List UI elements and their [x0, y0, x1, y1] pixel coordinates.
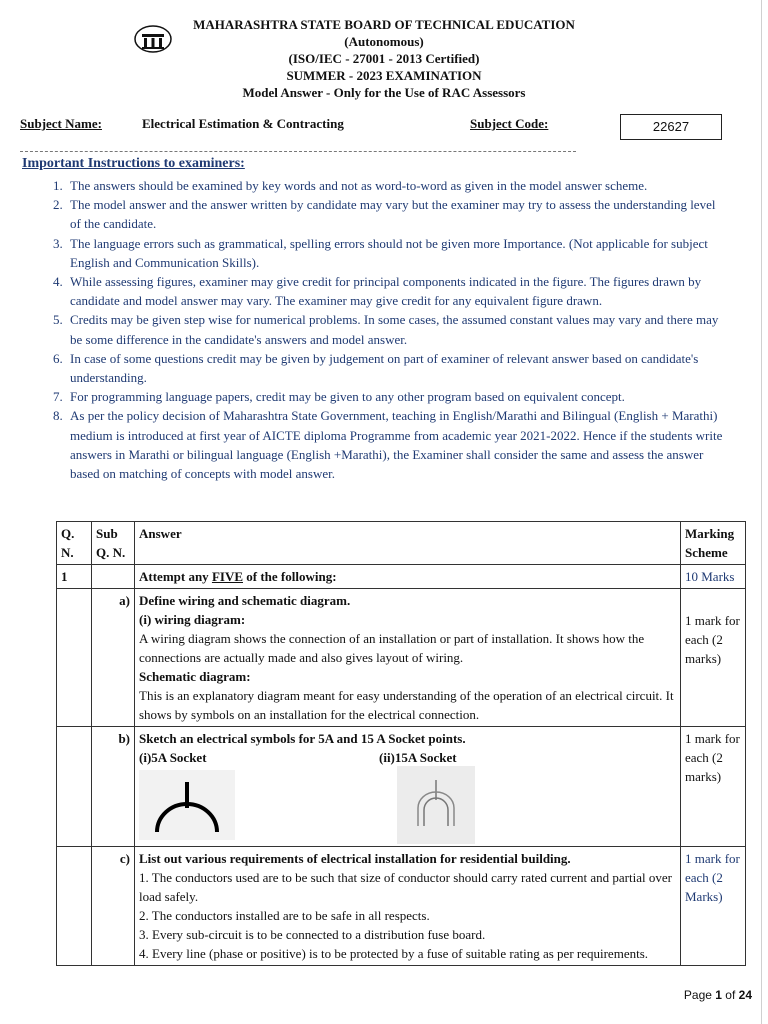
- requirement-item: 4. Every line (phase or positive) is to be protected by a fuse of suitable rating as per requirements.: [139, 946, 649, 961]
- model-answer-table: [56, 521, 746, 966]
- table-row: [57, 589, 746, 727]
- table-row: [57, 565, 746, 589]
- empty-cell: [92, 565, 135, 589]
- requirement-item: 3. Every sub-circuit is to be connected to a distribution fuse board.: [139, 927, 486, 942]
- model-answer-label: Model Answer - Only for the Use of RAC Assessors: [242, 85, 526, 100]
- socket-15a-symbol-icon: [397, 766, 475, 844]
- socket-5a-symbol-icon: [139, 770, 235, 840]
- empty-cell: [57, 727, 92, 847]
- schematic-diagram-title: Schematic diagram:: [139, 669, 251, 684]
- marks-b: 1 mark for each (2 marks): [681, 727, 746, 847]
- header-marking: Marking Scheme: [681, 522, 746, 565]
- instructions-list: [28, 176, 728, 483]
- page-word: Page: [683, 988, 716, 1002]
- question-marks: 10 Marks: [681, 565, 746, 589]
- wiring-diagram-title: (i) wiring diagram:: [139, 612, 246, 627]
- answer-b-title: Sketch an electrical symbols for 5A and 15 A Socket points.: [139, 731, 466, 746]
- sub-question-a: a): [92, 589, 135, 727]
- socket-symbols: [139, 748, 676, 844]
- answer-c: [135, 847, 681, 966]
- schematic-diagram-text: This is an explanatory diagram meant for easy understanding of the operation of an electrical circuit. It shows by symbols on an installation for the electrical connection.: [139, 688, 674, 722]
- subject-name-label: Subject Name:: [20, 116, 102, 131]
- autonomous-label: (Autonomous): [344, 34, 424, 49]
- header-answer: Answer: [135, 522, 681, 565]
- page-total: 24: [738, 988, 752, 1002]
- instruction-item: 3. The language errors such as grammatical, spelling errors should not be given more Importance. (Not applicable for subject English and Communication Skills).: [66, 234, 728, 272]
- wiring-diagram-text: A wiring diagram shows the connection of an installation or part of installation. It shows how the connections are actually made and also gives layout of wiring.: [139, 631, 645, 665]
- header-qn: Q. N.: [57, 522, 92, 565]
- page-number: 1: [715, 988, 722, 1002]
- answer-a-title: Define wiring and schematic diagram.: [139, 593, 351, 608]
- empty-cell: [57, 847, 92, 966]
- instruction-item: 2. The model answer and the answer written by candidate may vary but the examiner may try to assess the understanding level of the candidate.: [66, 195, 728, 233]
- marks-a: 1 mark for each (2 marks): [681, 589, 746, 727]
- page-footer: [684, 988, 752, 1002]
- requirement-item: 1. The conductors used are to be such that size of conductor should carry rated current and partial over load safely.: [139, 870, 672, 904]
- sub-question-b: b): [92, 727, 135, 847]
- document-header: [0, 16, 768, 101]
- marks-c: 1 mark for each (2 Marks): [681, 847, 746, 966]
- empty-cell: [57, 589, 92, 727]
- instruction-item: 8. As per the policy decision of Maharashtra State Government, teaching in English/Marathi and Bilingual (English + Marathi) medium is introduced at first year of AICTE diploma Programme from academic year 2021-2022. Hence if the students write answers in Marathi or bilingual language (English +Marathi), the Examiner shall consider the same and assess the answer based on matching of concepts with model answer.: [66, 406, 728, 483]
- table-row: [57, 847, 746, 966]
- instruction-item: 5. Credits may be given step wise for numerical problems. In some cases, the assumed constant values may vary and there may be some difference in the candidate's answers and model answer.: [66, 310, 728, 348]
- exam-label: SUMMER - 2023 EXAMINATION: [286, 68, 482, 83]
- instruction-item: 7. For programming language papers, credit may be given to any other program based on equivalent concept.: [66, 387, 728, 406]
- page-edge: [761, 0, 762, 1024]
- subject-code-label: Subject Code:: [470, 116, 549, 131]
- answer-a: [135, 589, 681, 727]
- table-header-row: [57, 522, 746, 565]
- of-word: of: [721, 988, 739, 1002]
- table-row: [57, 727, 746, 847]
- socket-5a-label: (i)5A Socket: [139, 750, 207, 765]
- instruction-item: 1. The answers should be examined by key words and not as word-to-word as given in the model answer scheme.: [66, 176, 728, 195]
- instruction-item: 4. While assessing figures, examiner may give credit for principal components indicated in the figure. The figures drawn by candidate and model answer may vary. The examiner may give credit for any equivalent figure drawn.: [66, 272, 728, 310]
- certification-label: (ISO/IEC - 27001 - 2013 Certified): [288, 51, 480, 66]
- separator-line: [20, 151, 576, 152]
- header-subqn: Sub Q. N.: [92, 522, 135, 565]
- subject-row: [20, 116, 760, 142]
- instruction-item: 6. In case of some questions credit may be given by judgement on part of examiner of relevant answer based on candidate's understanding.: [66, 349, 728, 387]
- sub-question-c: c): [92, 847, 135, 966]
- requirement-item: 2. The conductors installed are to be safe in all respects.: [139, 908, 430, 923]
- answer-c-title: List out various requirements of electrical installation for residential building.: [139, 851, 571, 866]
- subject-code-box: 22627: [620, 114, 722, 140]
- question-number: 1: [57, 565, 92, 589]
- msbte-logo-icon: [134, 24, 172, 54]
- instructions-title: Important Instructions to examiners:: [22, 156, 245, 171]
- subject-name: Electrical Estimation & Contracting: [142, 116, 344, 131]
- answer-b: [135, 727, 681, 847]
- board-name: MAHARASHTRA STATE BOARD OF TECHNICAL EDUCATION: [193, 17, 575, 32]
- socket-15a-label: (ii)15A Socket: [379, 750, 457, 765]
- question-text: Attempt any FIVE of the following:: [135, 565, 681, 589]
